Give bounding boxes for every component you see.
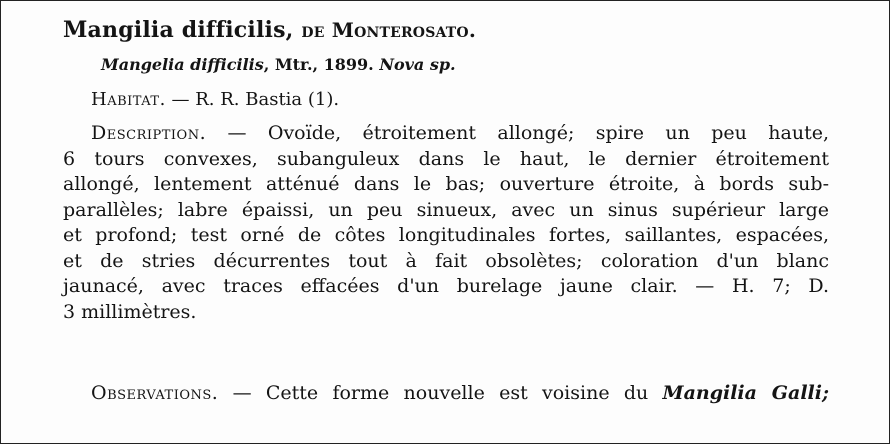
observations-taxon: Mangilia Galli; (662, 382, 829, 404)
habitat-line (91, 89, 827, 110)
description-line: 6 tours convexes, subanguleux dans le haut, le dernier étroitement (63, 147, 829, 170)
species-title (63, 17, 827, 43)
observations-label: Observations. (91, 382, 219, 404)
description-line: 3 millimètres. (63, 300, 197, 323)
synonym-citation: , Mtr., 1899. (263, 55, 374, 74)
description-line: parallèles; labre épaissi, un peu sinueux, avec un sinus supérieur large (63, 198, 829, 221)
description-label: Description. (91, 122, 207, 144)
description-line: allongé, lentement atténué dans le bas; ouverture étroite, à bords sub- (63, 173, 829, 195)
synonym-name: Mangelia difficilis (101, 55, 264, 74)
description-line: jaunacé, avec traces effacées d'un burelage jaune clair. — H. 7; D. (63, 275, 829, 297)
description-line: Description. — Ovoïde, étroitement allongé; spire un peu haute, (91, 122, 829, 144)
description-line: et profond; test orné de côtes longitudinales fortes, saillantes, espacées, (63, 224, 829, 246)
observations-line (91, 382, 829, 404)
habitat-text: — R. R. Bastia (1). (165, 89, 340, 110)
habitat-label: Habitat. (91, 89, 166, 110)
description-paragraph (63, 121, 829, 325)
observations-text: — Cette forme nouvelle est voisine du (218, 382, 663, 404)
species-name: Mangilia difficilis, (63, 17, 294, 43)
species-author: de Monterosato. (301, 18, 476, 42)
synonym-line (101, 55, 827, 74)
nova-species: Nova sp. (379, 55, 456, 74)
description-line: et de stries décurrentes tout à fait obsolètes; coloration d'un blanc (63, 249, 829, 272)
